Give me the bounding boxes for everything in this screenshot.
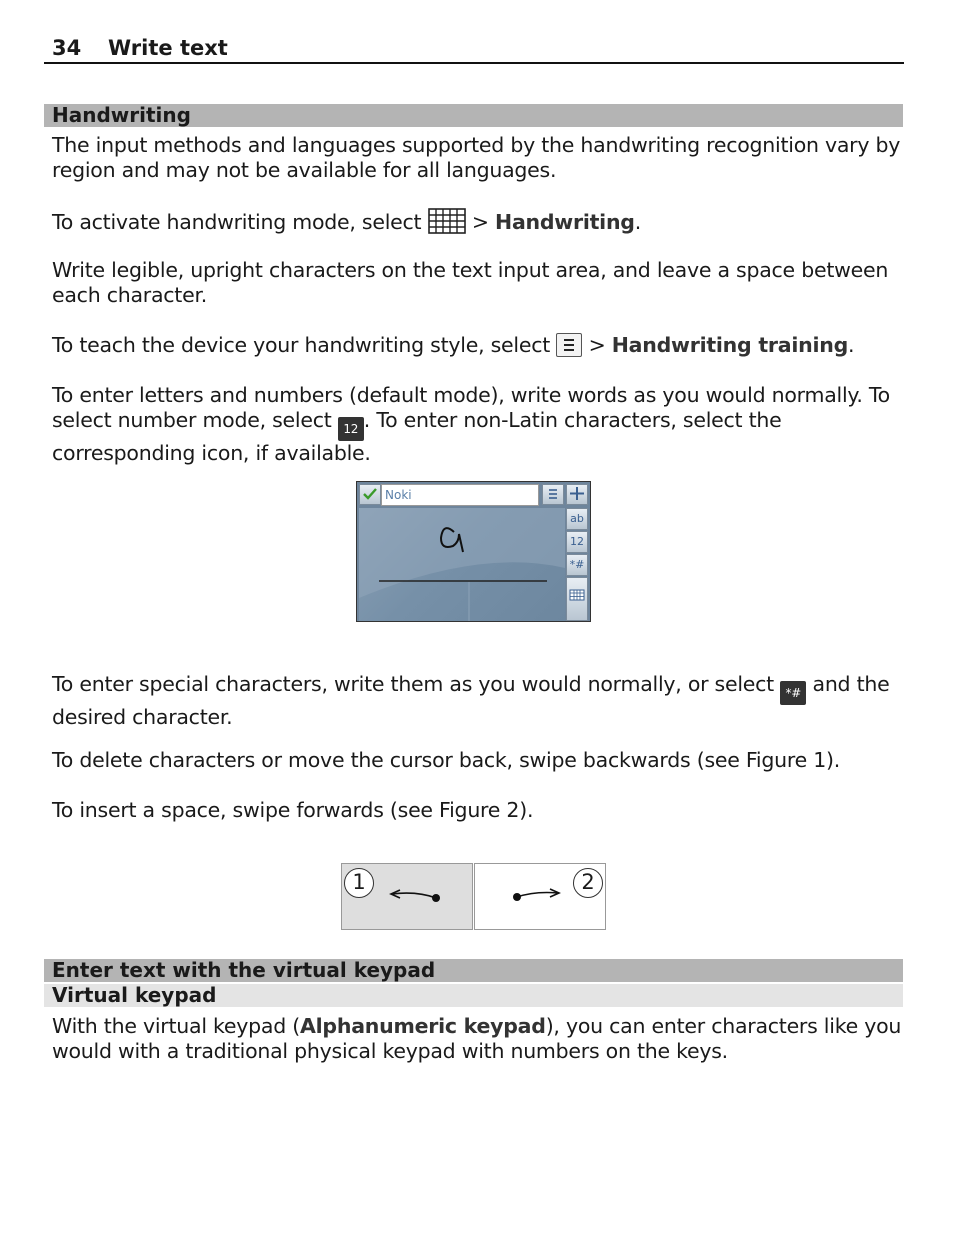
text-fragment: With the virtual keypad ( — [52, 1014, 301, 1038]
paragraph-input-methods: The input methods and languages supported by the handwriting recognition vary by region and may not be available for all languages. — [52, 133, 901, 182]
move-icon — [566, 484, 588, 505]
check-icon — [359, 484, 381, 505]
number-mode-icon: 12 — [338, 417, 364, 441]
text-fragment: . To enter non-Latin characters, select the corresponding icon, if available. — [52, 408, 782, 465]
option-handwriting-training: Handwriting training — [611, 333, 848, 357]
page-header — [44, 34, 904, 64]
menu-icon — [542, 484, 564, 505]
figure-1-label: 1 — [344, 868, 374, 898]
paragraph-virtual-keypad — [52, 1014, 912, 1064]
paragraph-activate-handwriting — [52, 208, 912, 240]
text-fragment: and the desired character. — [52, 672, 890, 729]
heading-virtual-keypad: Enter text with the virtual keypad — [44, 959, 903, 982]
text-fragment: > — [582, 333, 612, 357]
heading-handwriting: Handwriting — [44, 104, 903, 127]
text-fragment: ), you can enter characters like you would with a traditional physical keypad with numbers on the keys. — [52, 1014, 902, 1063]
text-fragment: To activate handwriting mode, select — [52, 210, 428, 234]
option-handwriting: Handwriting — [495, 210, 635, 234]
text-fragment: To teach the device your handwriting style, select — [52, 333, 557, 357]
text-input-field: Noki — [381, 484, 539, 506]
special-chars-button: *# — [566, 554, 588, 576]
keypad-grid-icon — [428, 208, 466, 240]
keypad-icon — [566, 577, 588, 621]
figure-2-label: 2 — [573, 868, 603, 898]
paragraph-teach-device — [52, 333, 912, 358]
figure-1-swipe-backwards — [341, 863, 473, 930]
paragraph-write-legible: Write legible, upright characters on the text input area, and leave a space between each character. — [52, 258, 889, 307]
alpha-mode-button: ab — [566, 508, 588, 530]
figure-2-swipe-forwards — [474, 863, 606, 930]
page-number: 34 — [52, 36, 82, 60]
text-fragment: To enter letters and numbers (default mode), write words as you would normally. To select number mode, select — [52, 383, 890, 432]
option-alphanumeric-keypad: Alphanumeric keypad — [300, 1014, 546, 1038]
text-fragment: To enter special characters, write them as you would normally, or select — [52, 672, 781, 696]
number-mode-button: 12 — [566, 531, 588, 553]
paragraph-special-characters — [52, 672, 912, 730]
swipe-left-arrow-icon — [342, 864, 474, 931]
menu-icon — [556, 333, 582, 357]
text-fragment: . — [848, 333, 855, 357]
section-title: Write text — [108, 36, 228, 60]
handwriting-screenshot — [356, 481, 591, 622]
text-fragment: . — [634, 210, 642, 234]
paragraph-letters-numbers — [52, 383, 912, 466]
paragraph-delete-characters: To delete characters or move the cursor back, swipe backwards (see Figure 1). — [52, 748, 841, 772]
handwriting-input-area — [359, 508, 565, 621]
special-characters-icon: *# — [780, 681, 806, 705]
text-fragment: > — [465, 210, 496, 234]
paragraph-insert-space: To insert a space, swipe forwards (see Figure 2). — [52, 798, 534, 822]
swipe-right-arrow-icon — [475, 864, 607, 931]
subheading-virtual-keypad: Virtual keypad — [44, 984, 903, 1007]
